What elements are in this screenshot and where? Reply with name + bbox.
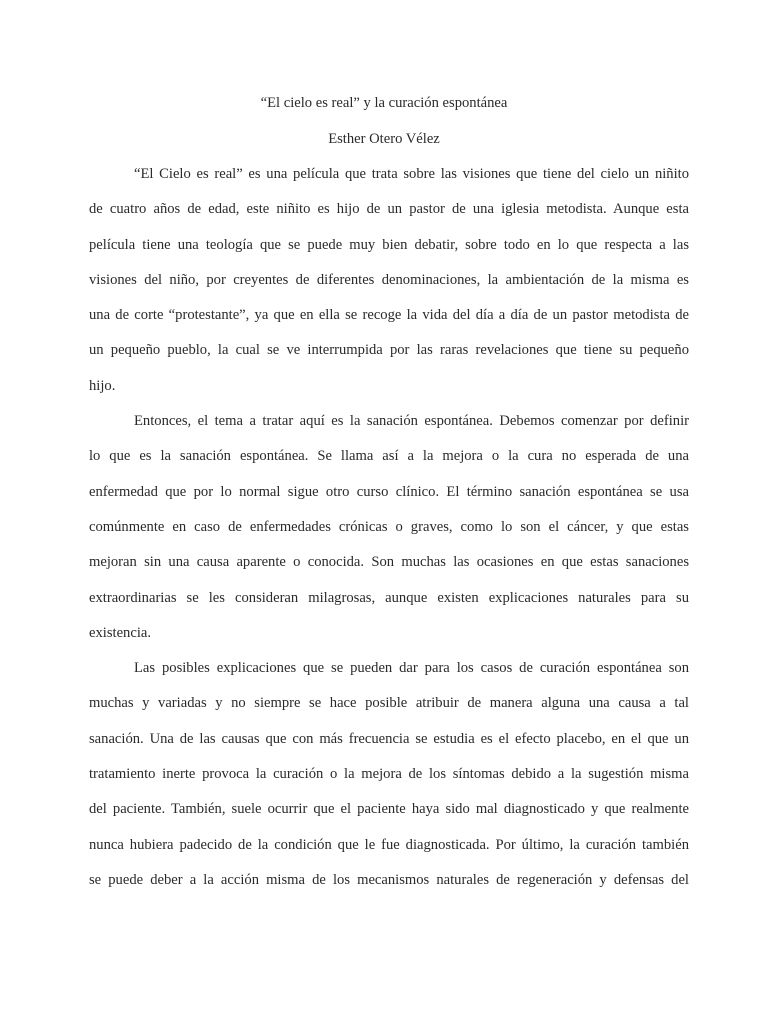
paragraph-3-line: nunca hubiera padecido de la condición que le fue diagnosticada. Por último, la curación también xyxy=(89,836,689,853)
paragraph-2-line: Entonces, el tema a tratar aquí es la sanación espontánea. Debemos comenzar por definir xyxy=(134,413,689,430)
paragraph-2-line: comúnmente en caso de enfermedades crónicas o graves, como lo son el cáncer, y que estas xyxy=(89,518,689,535)
paragraph-2-line: enfermedad que por lo normal sigue otro curso clínico. El término sanación espontánea se usa xyxy=(89,483,689,500)
paragraph-1-line: una de corte “protestante”, ya que en ella se recoge la vida del día a día de un pastor metodista de xyxy=(89,307,689,324)
paragraph-3-line: tratamiento inerte provoca la curación o la mejora de los síntomas debido a la sugestión misma xyxy=(89,766,689,783)
paragraph-1-line: hijo. xyxy=(89,377,116,394)
paragraph-1-line: visiones del niño, por creyentes de diferentes denominaciones, la ambientación de la misma es xyxy=(89,271,689,288)
paragraph-1-line: película tiene una teología que se puede muy bien debatir, sobre todo en lo que respecta a las xyxy=(89,236,689,253)
paragraph-1-line: de cuatro años de edad, este niñito es hijo de un pastor de una iglesia metodista. Aunque esta xyxy=(89,201,689,218)
paragraph-3-line: Las posibles explicaciones que se pueden dar para los casos de curación espontánea son xyxy=(134,660,689,677)
document-body xyxy=(89,157,689,898)
paragraph-1-line: “El Cielo es real” es una película que trata sobre las visiones que tiene del cielo un niñito xyxy=(134,166,689,182)
paragraph-2-line: existencia. xyxy=(89,624,151,641)
paragraph-3-line: muchas y variadas y no siempre se hace posible atribuir de manera alguna una causa a tal xyxy=(89,695,689,712)
paragraph-3-line: sanación. Una de las causas que con más frecuencia se estudia es el efecto placebo, en el que un xyxy=(89,730,689,747)
document-title: “El cielo es real” y la curación espontánea xyxy=(260,95,508,111)
paragraph-3-line: del paciente. También, suele ocurrir que el paciente haya sido mal diagnosticado y que realmente xyxy=(89,801,689,818)
document-author: Esther Otero Vélez xyxy=(328,131,440,147)
paragraph-2-line: extraordinarias se les consideran milagrosas, aunque existen explicaciones naturales para su xyxy=(89,589,689,606)
paragraph-2-line: lo que es la sanación espontánea. Se llama así a la mejora o la cura no esperada de una xyxy=(89,448,689,465)
paragraph-2-line: mejoran sin una causa aparente o conocida. Son muchas las ocasiones en que estas sanaciones xyxy=(89,554,689,571)
paragraph-1-line: un pequeño pueblo, la cual se ve interrumpida por las raras revelaciones que tiene su pequeño xyxy=(89,342,689,359)
paragraph-3-line: se puede deber a la acción misma de los mecanismos naturales de regeneración y defensas del xyxy=(89,871,689,888)
